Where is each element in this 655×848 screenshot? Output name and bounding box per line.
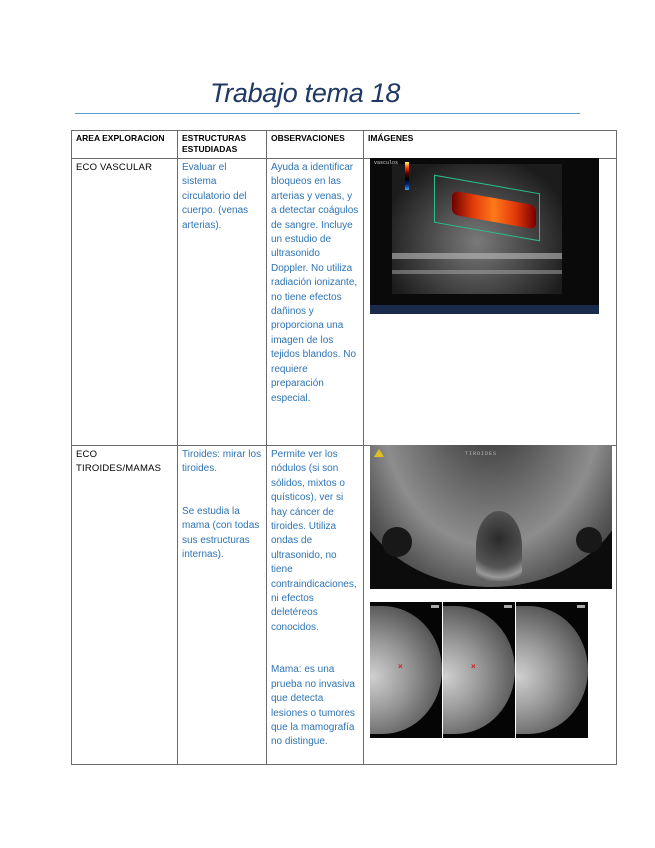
row-vascular-area: ECO VASCULAR <box>72 159 178 446</box>
row-vascular-estructuras: Evaluar el sistema circulatorio del cuerpo. (venas arterias). <box>178 159 267 446</box>
lesion-marker: × <box>471 662 476 671</box>
breast-shape <box>443 606 515 734</box>
view-tag <box>431 605 439 608</box>
estructuras-tiroides: Tiroides: mirar los tiroides. <box>182 449 262 475</box>
observaciones-mama: Mama: es una prueba no invasiva que detecta lesiones o tumores que la mamografía no distingue. <box>271 664 355 748</box>
header-observaciones: OBSERVACIONES <box>267 131 364 159</box>
document-title: Trabajo tema 18 <box>210 78 401 108</box>
thyroid-ultrasound-image <box>370 445 612 589</box>
observaciones-tiroides: Permite ver los nódulos (si son sólidos, mixtos o quísticos), ver si hay cáncer de tiroides. Utiliza ondas de ultrasonido, no tiene contraindicaciones, ni efectos deletéreos conocidos. <box>271 449 357 633</box>
ultrasound-label: vasculos <box>374 160 399 166</box>
tissue-layer <box>392 270 562 274</box>
doppler-ultrasound-image <box>370 158 599 314</box>
vessel-shape <box>382 527 412 557</box>
ultrasound-label: TIROIDES <box>465 451 498 457</box>
lesion-marker: × <box>398 662 403 671</box>
view-tag <box>577 605 585 608</box>
color-scale-bar <box>405 162 409 190</box>
row-tiroides-estructuras <box>178 446 267 765</box>
header-imagenes: IMÁGENES <box>364 131 617 159</box>
ultrasound-toolbar <box>370 305 599 314</box>
mammogram-image <box>516 602 588 738</box>
row-tiroides-area: ECO TIROIDES/MAMAS <box>72 446 178 765</box>
view-tag <box>504 605 512 608</box>
mammogram-image <box>443 602 515 738</box>
row-vascular-observaciones: Ayuda a identificar bloqueos en las arterias y venas, y a detectar coágulos de sangre. Incluye un estudio de ultrasonido Doppler. No utiliza radiación ionizante, no tiene efectos dañinos y proporciona una imagen de los tejidos blandos. No requiere preparación especial. <box>267 159 364 446</box>
vessel-shape <box>576 527 602 553</box>
breast-shape <box>370 606 442 734</box>
tissue-layer <box>392 253 562 259</box>
table-header-row <box>72 131 617 159</box>
header-estructuras: ESTRUCTURAS ESTUDIADAS <box>178 131 267 159</box>
breast-shape <box>516 606 588 734</box>
title-underline <box>75 113 580 114</box>
row-tiroides-observaciones <box>267 446 364 765</box>
estructuras-mama: Se estudia la mama (con todas sus estructuras internas). <box>182 505 260 561</box>
warning-icon <box>374 449 384 457</box>
header-area: AREA EXPLORACION <box>72 131 178 159</box>
trachea-shape <box>476 511 522 581</box>
mammogram-image <box>370 602 442 738</box>
